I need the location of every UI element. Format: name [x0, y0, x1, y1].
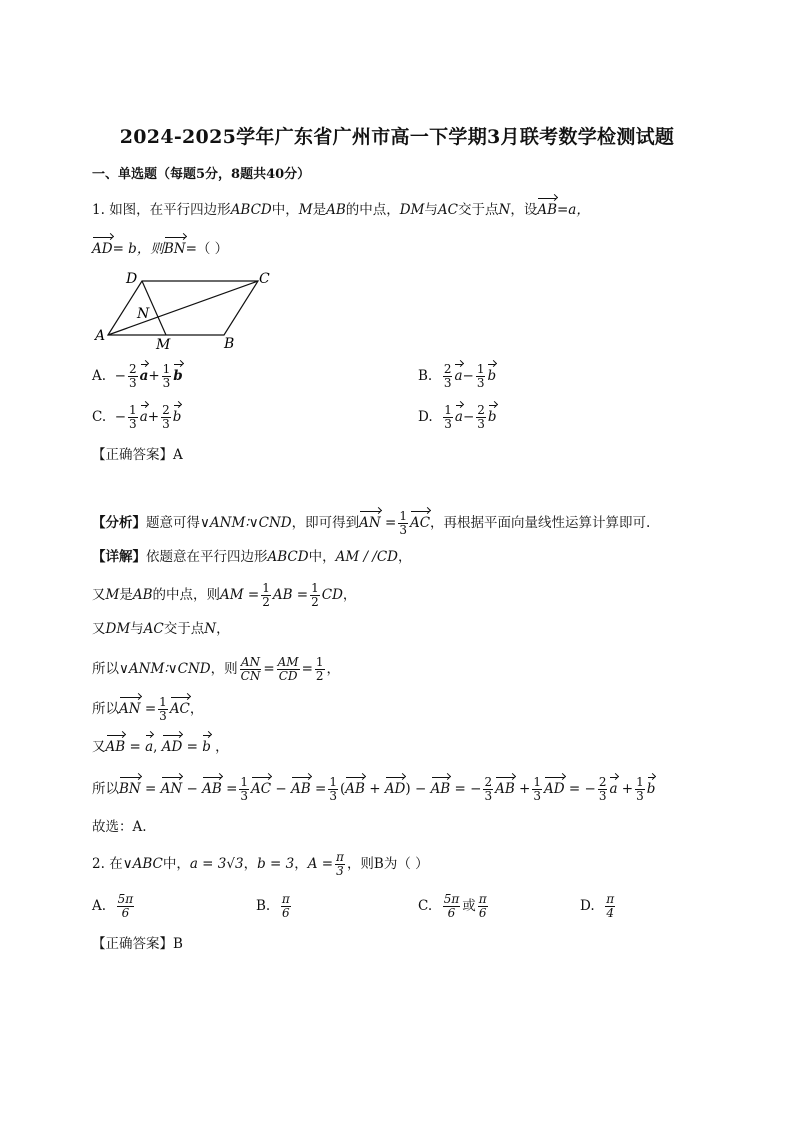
label-n: N: [137, 306, 150, 322]
detail-var: AM =: [220, 587, 260, 603]
detail-text: ，则: [210, 661, 238, 677]
q1-text: 是: [312, 202, 327, 218]
fraction: $\frac{1}{3}$: [476, 362, 485, 390]
detail-var: DM: [105, 621, 131, 637]
fraction: $\frac{1}{2}$: [262, 581, 270, 609]
q2-option-b[interactable]: [256, 893, 293, 920]
detail-text: 又: [92, 739, 106, 755]
option-label: A.: [92, 898, 107, 914]
detail-text: 依题意在平行四边形: [146, 549, 268, 565]
q1-text: = b，则: [112, 241, 164, 257]
q1-answer: 【正确答案】A: [92, 447, 183, 463]
q1-text: 中，: [271, 202, 299, 218]
q1-detail-line1: [92, 548, 411, 566]
q2-stem: [92, 851, 429, 878]
q1-analysis: 【分析】题意可得∨ANM∶∨CND，即可得到AN = $\frac{1}{3}$ AC，再根据平面向量线性运算计算即可.: [92, 509, 651, 537]
option-label: D.: [580, 898, 595, 914]
fraction: $\frac{5\pi}{6}$: [443, 892, 460, 920]
fraction: $\frac{\pi}{6}$: [478, 892, 487, 920]
detail-var: AC: [143, 621, 164, 637]
diagonal-ac: [108, 281, 258, 335]
option-label: B.: [418, 368, 433, 384]
analysis-text: ，即可得到: [291, 515, 360, 531]
detail-text: 所以: [92, 781, 119, 797]
q2-text: ，: [243, 856, 258, 872]
q1-text: =（ ）: [185, 241, 229, 257]
analysis-sim: ∨ANM∶∨CND: [200, 515, 292, 531]
detail-var: ABCD: [267, 549, 309, 565]
fraction: $\frac{\pi}{4}$: [606, 892, 615, 920]
q1-detail-line4: 所以∨ANM∶∨CND，则 $\frac{AN}{CN}$ = $\frac{AM}{CD}$ = $\frac{1}{2}$ ，: [92, 655, 341, 683]
q1-detail-line3: [92, 620, 230, 638]
fraction: $\frac{2}{3}$: [128, 362, 137, 390]
vector-ad: AD: [92, 241, 113, 257]
detail-text: 的中点，则: [152, 587, 220, 603]
fraction: $\frac{1}{2}$: [311, 581, 319, 609]
q2-answer: 【正确答案】B: [92, 936, 183, 952]
detail-text: ，: [216, 621, 230, 637]
fraction: $\frac{1}{3}$: [329, 775, 337, 803]
q2-text: 中，: [162, 856, 190, 872]
page-title: 2024-2025学年广东省广州市高一下学期3月联考数学检测试题: [119, 126, 675, 148]
detail-var: AB =: [272, 587, 309, 603]
detail-var: AB: [132, 587, 153, 603]
detail-label: 【详解】: [92, 549, 146, 565]
q1-number: 1.: [92, 202, 105, 218]
detail-text: 中，: [308, 549, 336, 565]
label-m: M: [156, 337, 171, 352]
detail-var: CD: [321, 587, 343, 603]
option-label: D.: [418, 409, 433, 425]
fraction: $\frac{1}{3}$: [399, 509, 407, 537]
q1-text: =a，: [557, 202, 590, 218]
fraction: $\frac{1}{3}$: [159, 695, 167, 723]
q1-stem-line1: [92, 201, 590, 219]
q1-var: AB: [326, 202, 346, 218]
fraction: $\frac{1}{2}$: [315, 655, 324, 683]
fraction: $\frac{2}{3}$: [443, 362, 452, 390]
q2-text: ，: [294, 856, 308, 872]
q1-option-d[interactable]: D. $\frac{1}{3}$ a− $\frac{2}{3}$ b: [418, 403, 497, 431]
detail-text: ，: [397, 549, 412, 565]
option-label: C.: [92, 409, 107, 425]
fraction: $\frac{1}{3}$: [129, 403, 137, 431]
fraction: $\frac{1}{3}$: [533, 775, 542, 803]
q1-conclusion: 故选：A.: [92, 819, 147, 835]
q1-var: AC: [437, 202, 459, 218]
q2-var: A =: [307, 856, 334, 872]
detail-var: M: [105, 587, 120, 603]
fraction: $\frac{1}{3}$: [162, 362, 171, 390]
detail-text: 交于点: [163, 621, 205, 637]
option-label: A.: [92, 368, 107, 384]
q1-option-b[interactable]: B. $\frac{2}{3}$ a− $\frac{1}{3}$ b: [418, 362, 497, 390]
fraction: $\frac{AN}{CN}$: [240, 655, 261, 683]
vector-bn: BN: [163, 241, 186, 257]
detail-var: ∨ANM∶∨CND: [119, 661, 211, 677]
q1-detail-line5: 所以AN = $\frac{1}{3}$ AC，: [92, 695, 204, 723]
fraction: $\frac{2}{3}$: [598, 775, 607, 803]
fraction: $\frac{2}{3}$: [477, 403, 485, 431]
q1-detail-line6: 又AB = a, AD = b ，: [92, 739, 229, 755]
q1-option-a[interactable]: A. − $\frac{2}{3}$ a+ $\frac{1}{3}$ b: [92, 362, 183, 390]
q2-text: 在: [109, 856, 123, 872]
q1-detail-line2: [92, 582, 356, 609]
q2-number: 2.: [92, 856, 105, 872]
analysis-label: 【分析】: [92, 515, 146, 531]
detail-text: 所以: [92, 661, 119, 677]
q1-text: 与: [424, 202, 438, 218]
vector-ab: AB: [537, 202, 557, 218]
analysis-text: ，再根据平面向量线性运算计算即可.: [430, 515, 651, 531]
fraction: $\frac{2}{3}$: [484, 775, 493, 803]
fraction: $\frac{\pi}{6}$: [281, 892, 290, 920]
fraction: $\frac{AM}{CD}$: [277, 655, 299, 683]
label-a: A: [95, 328, 106, 344]
fraction: $\frac{2}{3}$: [162, 403, 170, 431]
detail-text: 又: [92, 621, 106, 637]
fraction: $\frac{1}{3}$: [444, 403, 452, 431]
option-label: C.: [418, 898, 433, 914]
analysis-text: 题意可得: [146, 515, 200, 531]
q2-option-d[interactable]: [580, 893, 617, 920]
detail-text: 所以: [92, 701, 119, 717]
label-b: B: [224, 336, 235, 352]
q1-var: M: [298, 202, 313, 218]
q1-text: 交于点: [458, 202, 499, 218]
q1-var: N: [498, 202, 511, 218]
fraction: $\frac{\pi}{3}$: [336, 850, 344, 878]
q1-detail-line7: 所以BN = AN − AB = $\frac{1}{3}$ AC − AB = $\frac{1}{3}$ (AB + AD) − AB = − $\frac{2}{3}$ AB + $\frac{1}{3}$ AD = − $\frac{2}{3}$ a + $\frac{1}{3}$ b: [92, 775, 656, 803]
label-d: D: [126, 271, 138, 287]
q1-stem-line2: [92, 240, 228, 258]
detail-text: 又: [92, 587, 106, 603]
option-or: 或: [462, 898, 476, 914]
q1-text: 的中点，: [345, 202, 400, 218]
detail-text: 是: [119, 587, 133, 603]
q1-option-c[interactable]: C. − $\frac{1}{3}$ a+ $\frac{2}{3}$ b: [92, 403, 182, 431]
detail-text: 与: [130, 621, 144, 637]
fraction: $\frac{1}{3}$: [636, 775, 644, 803]
detail-text: ，: [342, 587, 357, 603]
q1-var: DM: [399, 202, 425, 218]
q2-var: b = 3: [257, 856, 295, 872]
fraction: $\frac{1}{3}$: [240, 775, 249, 803]
section-heading: 一、单选题（每题5分，8题共40分）: [92, 167, 311, 182]
option-label: B.: [256, 898, 271, 914]
q2-text: ，则B为（ ）: [346, 856, 429, 872]
q2-option-a[interactable]: [92, 893, 136, 920]
detail-text: ，: [326, 661, 341, 677]
q1-var: ABCD: [230, 202, 272, 218]
q2-var: ∨ABC: [122, 856, 163, 872]
detail-var: AM / /CD: [335, 549, 398, 565]
q2-option-c[interactable]: [418, 893, 490, 920]
label-c: C: [259, 271, 270, 287]
fraction: $\frac{5\pi}{6}$: [117, 892, 134, 920]
q1-text: ，设: [510, 202, 538, 218]
q1-text: 如图，在平行四边形: [109, 202, 231, 218]
parallelogram-figure: [90, 268, 280, 352]
q2-var: a = 3√3: [189, 856, 244, 872]
detail-var: N: [204, 621, 217, 637]
